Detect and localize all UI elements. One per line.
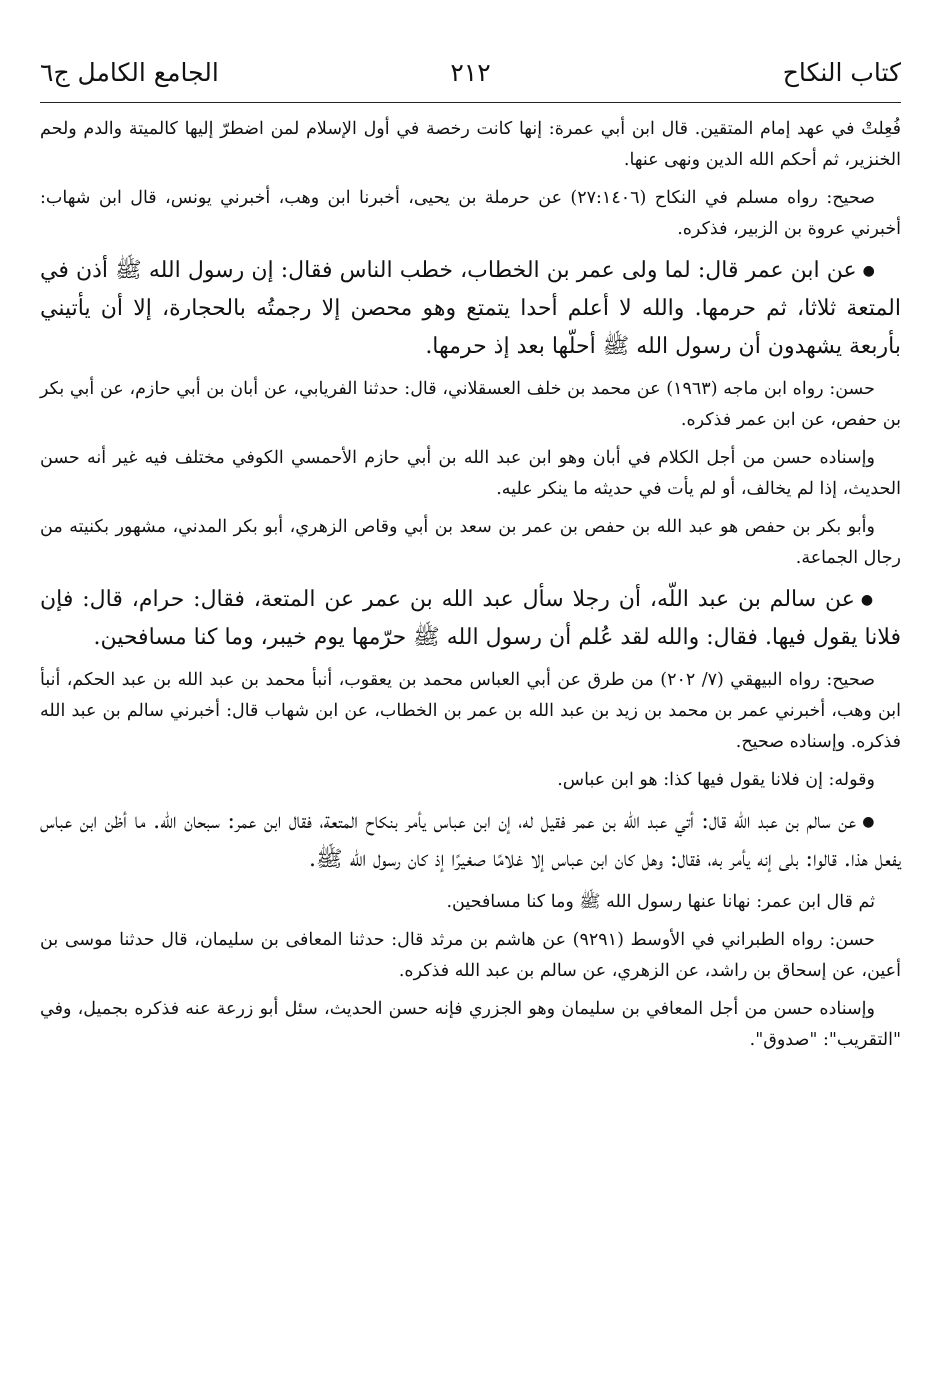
paragraph (40, 114, 901, 176)
hadith-paragraph (40, 803, 901, 879)
paragraph-text: وقوله: إن فلانا يقول فيها كذا: هو ابن عباس. (557, 770, 875, 790)
bullet-icon: ● (862, 263, 875, 279)
page-content (40, 114, 901, 1063)
paragraph (40, 765, 901, 796)
hadith-paragraph (40, 581, 901, 657)
paragraph-text: حسن: رواه الطبراني في الأوسط (٩٢٩١) عن هاشم بن مرثد قال: حدثنا المعافى بن سليمان، قال حدثنا موسى بن أعين، عن إسحاق بن راشد، عن الزهري، عن سالم بن عبد الله فذكره. (40, 930, 901, 981)
paragraph-text: فُعِلتْ في عهد إمام المتقين. قال ابن أبي عمرة: إنها كانت رخصة في أول الإسلام لمن اضطرّ إليها كالميتة والدم ولحم الخنزير، ثم أحكم الله الدين ونهى عنها. (40, 119, 901, 170)
book-title: كتاب النكاح (782, 58, 901, 87)
paragraph-text: ثم قال ابن عمر: نهانا عنها رسول الله ﷺ وما كنا مسافحين. (446, 892, 875, 912)
header-rule (40, 102, 901, 103)
paragraph-text: وإسناده حسن من أجل الكلام في أبان وهو ابن عبد الله بن أبي حازم الأحمسي الكوفي مختلف فيه غير أنه حسن الحديث، إذا لم يخالف، أو لم يأت في حديثه ما ينكر عليه. (40, 448, 901, 499)
paragraph (40, 994, 901, 1056)
hadith-text: عن سالم بن عبد اللّه، أن رجلا سأل عبد الله بن عمر عن المتعة، فقال: حرام، قال: فإن فلانا يقول فيها. فقال: والله لقد عُلم أن رسول الله ﷺ حرّمها يوم خيبر، وما كنا مسافحين. (40, 587, 901, 650)
paragraph-text: حسن: رواه ابن ماجه (١٩٦٣) عن محمد بن خلف العسقلاني، قال: حدثنا الفريابي، عن أبان بن أبي حازم، عن أبي بكر بن حفص، عن ابن عمر فذكره. (40, 379, 901, 430)
paragraph-text: وأبو بكر بن حفص هو عبد الله بن حفص بن عمر بن سعد بن أبي وقاص الزهري، أبو بكر المدني، مشهور بكنيته من رجال الجماعة. (40, 517, 901, 568)
hadith-text: عن سالم بن عبد الله قال: أتي عبد الله بن عمر فقيل له، إن ابن عباس يأمر بنكاح المتعة، فقال ابن عمر: سبحان اللّه. ما أظن ابن عباس يفعل هذا. قالوا: بلى إنه يأمر به، فقال: وهل كان ابن عباس إلا غلامًا صغيرًا إذ كان رسول الله ﷺ. (40, 809, 901, 872)
paragraph-text: وإسناده حسن من أجل المعافي بن سليمان وهو الجزري فإنه حسن الحديث، سئل أبو زرعة عنه فذكره بجميل، وفي "التقريب": "صدوق". (40, 999, 901, 1050)
paragraph-text: صحيح: رواه البيهقي (٧/ ٢٠٢) من طرق عن أبي العباس محمد بن يعقوب، أنبأ محمد بن عبد الله بن عبد الحكم، أنبأ ابن وهب، أخبرني عمر بن محمد بن زيد بن عبد الله بن عمر بن الخطاب، عن ابن شهاب قال: أخبرني سالم بن عبد الله فذكره. وإسناده صحيح. (40, 670, 901, 752)
page-number: ٢١٢ (450, 58, 491, 87)
bullet-icon: ● (862, 814, 875, 830)
paragraph (40, 665, 901, 758)
paragraph (40, 374, 901, 436)
paragraph-text: صحيح: رواه مسلم في النكاح (٢٧:١٤٠٦) عن حرملة بن يحيى، أخبرنا ابن وهب، أخبرني يونس، قال ابن شهاب: أخبرني عروة بن الزبير، فذكره. (40, 188, 901, 239)
paragraph (40, 512, 901, 574)
hadith-paragraph (40, 252, 901, 366)
bullet-icon: ● (860, 592, 875, 608)
paragraph (40, 443, 901, 505)
page-header (40, 58, 901, 98)
collection-title: الجامع الكامل ج٦ (40, 58, 219, 87)
hadith-text: عن ابن عمر قال: لما ولى عمر بن الخطاب، خطب الناس فقال: إن رسول الله ﷺ أذن في المتعة ثلاثا، ثم حرمها. والله لا أعلم أحدا يتمتع وهو محصن إلا رجمتُه بالحجارة، إلا أن يأتيني بأربعة يشهدون أن رسول الله ﷺ أحلّها بعد إذ حرمها. (40, 258, 901, 359)
paragraph (40, 925, 901, 987)
paragraph (40, 183, 901, 245)
paragraph (40, 887, 901, 918)
